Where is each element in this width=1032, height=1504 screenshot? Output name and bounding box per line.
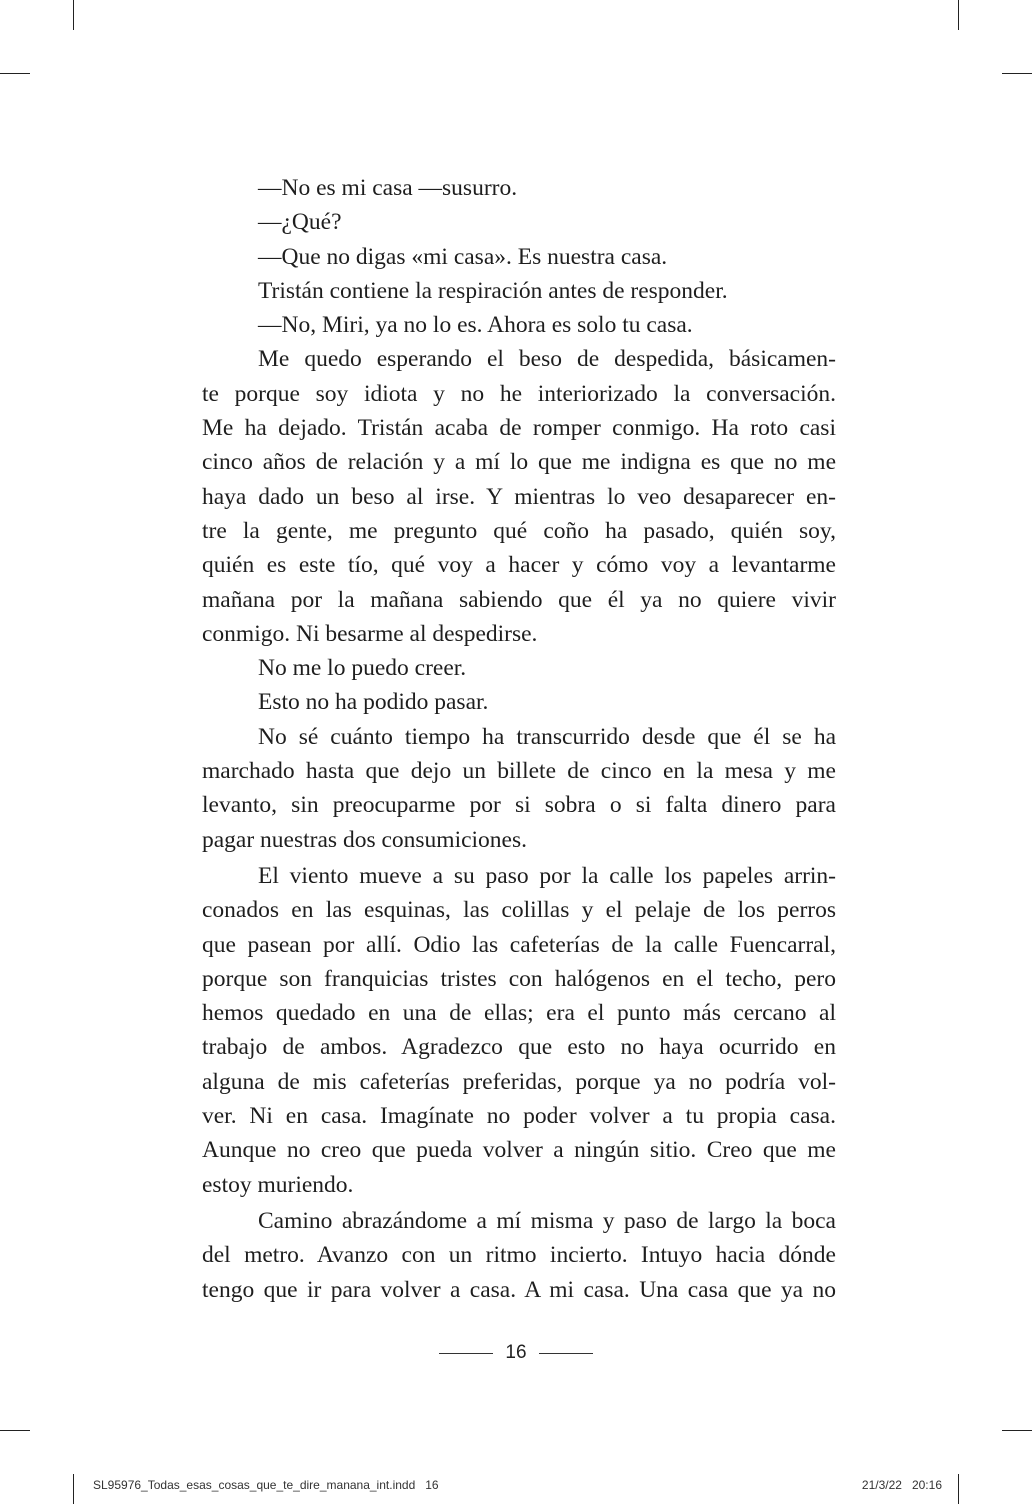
text-line: —No, Miri, ya no lo es. Ahora es solo tu casa. bbox=[258, 312, 693, 339]
text-line: del metro. Avanzo con un ritmo incierto. Intuyo hacia dónde bbox=[202, 1242, 836, 1269]
crop-mark-bottom-right bbox=[958, 1474, 959, 1504]
text-line: Esto no ha podido pasar. bbox=[258, 689, 489, 716]
text-line: alguna de mis cafeterías preferidas, porque ya no podría vol- bbox=[202, 1068, 836, 1095]
text-line: quién es este tío, qué voy a hacer y cómo voy a levantarme bbox=[202, 552, 836, 579]
page-footer bbox=[0, 1338, 1032, 1368]
text-line: conados en las esquinas, las colillas y el pelaje de los perros bbox=[202, 897, 836, 924]
text-line: Tristán contiene la respiración antes de responder. bbox=[258, 277, 728, 304]
text-line: —No es mi casa —susurro. bbox=[258, 175, 518, 201]
text-line: Aunque no creo que pueda volver a ningún sitio. Creo que me bbox=[202, 1137, 836, 1164]
page-number: 16 bbox=[505, 1342, 527, 1363]
text-line: pagar nuestras dos consumiciones. bbox=[202, 826, 528, 853]
crop-mark-top-left bbox=[73, 0, 74, 30]
text-line: marchado hasta que dejo un billete de cinco en la mesa y me bbox=[202, 758, 836, 785]
text-line: levanto, sin preocuparme por si sobra o si falta dinero para bbox=[202, 792, 836, 819]
folio-rule-right bbox=[539, 1353, 593, 1354]
text-line: Me quedo esperando el beso de despedida, básicamen- bbox=[258, 346, 836, 373]
text-line: que pasean por allí. Odio las cafeterías de la calle Fuencarral, bbox=[202, 931, 836, 958]
text-line: No me lo puedo creer. bbox=[258, 655, 467, 682]
text-line: conmigo. Ni besarme al despedirse. bbox=[202, 620, 538, 647]
text-line: El viento mueve a su paso por la calle los papeles arrin- bbox=[258, 862, 836, 889]
crop-mark-top-right bbox=[958, 0, 959, 30]
text-line: hemos quedado en una de ellas; era el punto más cercano al bbox=[202, 1000, 836, 1027]
text-line: Camino abrazándome a mí misma y paso de largo la boca bbox=[258, 1207, 836, 1234]
text-line: trabajo de ambos. Agradezco que esto no haya ocurrido en bbox=[202, 1034, 836, 1061]
slug-file-name: SL95976_Todas_esas_cosas_que_te_dire_manana_int.indd 16 bbox=[93, 1478, 439, 1492]
text-line: tengo que ir para volver a casa. A mi casa. Una casa que ya no bbox=[202, 1276, 836, 1303]
text-line: —¿Qué? bbox=[258, 209, 342, 236]
text-line: estoy muriendo. bbox=[202, 1171, 354, 1198]
folio-rule-left bbox=[439, 1353, 493, 1354]
crop-mark-right-bottom bbox=[1002, 1430, 1032, 1431]
text-line: te porque soy idiota y no he interiorizado la conversación. bbox=[202, 380, 836, 407]
crop-mark-left-bottom bbox=[0, 1430, 30, 1431]
text-line: mañana por la mañana sabiendo que él ya no quiere vivir bbox=[202, 586, 836, 613]
body-text bbox=[202, 171, 836, 1307]
text-line: cinco años de relación y a mí lo que me indigna es que no me bbox=[202, 449, 836, 476]
text-line: No sé cuánto tiempo ha transcurrido desde que él se ha bbox=[258, 723, 836, 750]
slug-date-time: 21/3/22 20:16 bbox=[861, 1478, 942, 1492]
text-line: Me ha dejado. Tristán acaba de romper conmigo. Ha roto casi bbox=[202, 415, 836, 442]
text-line: haya dado un beso al irse. Y mientras lo veo desaparecer en- bbox=[202, 483, 836, 510]
text-line: ver. Ni en casa. Imagínate no poder volver a tu propia casa. bbox=[202, 1103, 836, 1130]
text-line: porque son franquicias tristes con halógenos en el techo, pero bbox=[202, 965, 836, 992]
crop-mark-left-top bbox=[0, 73, 30, 74]
crop-mark-right-top bbox=[1002, 73, 1032, 74]
text-line: tre la gente, me pregunto qué coño ha pasado, quién soy, bbox=[202, 517, 836, 544]
text-line: —Que no digas «mi casa». Es nuestra casa. bbox=[258, 243, 668, 270]
crop-mark-bottom-left bbox=[73, 1474, 74, 1504]
